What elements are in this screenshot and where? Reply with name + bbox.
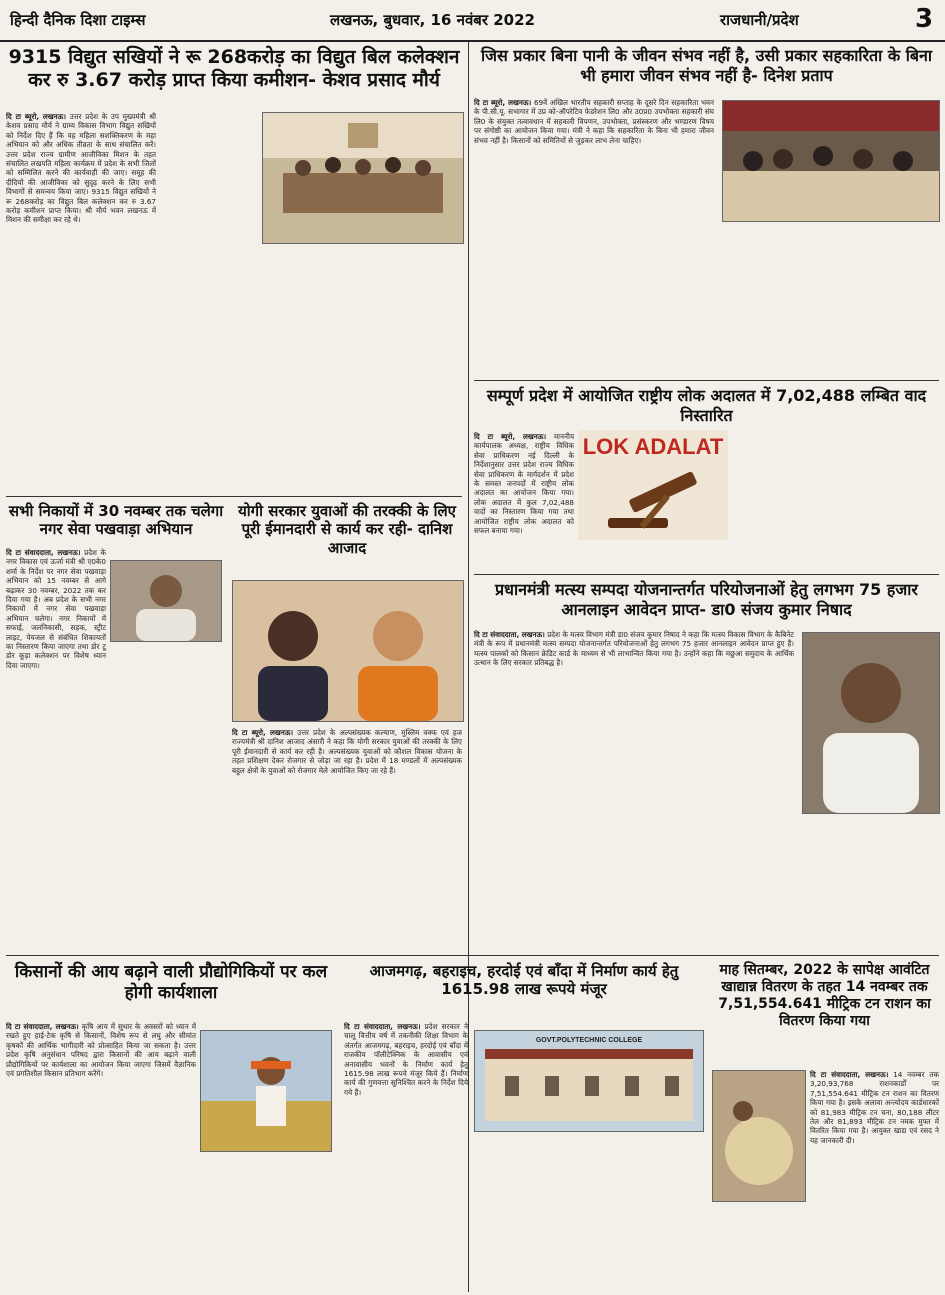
lokadalat-body-left xyxy=(474,432,574,572)
rule-lokadalat xyxy=(474,574,939,575)
grain-distribution-photo xyxy=(712,1070,806,1202)
ration-byline: दि टा संवाददाता, लखनऊ। xyxy=(810,1070,889,1079)
nagarseva-text: प्रदेश के नगर विकास एवं ऊर्जा मंत्री श्री ए0के0 शर्मा के निर्देश पर नगर सेवा पखवाड़ा अभियान को 15 नवम्बर से आगे बढ़ाकर 30 नवम्बर, 2022 तक कर दिया गया है। अब प्रदेश के सभी नगर निकायों में नगर सेवा पखवाड़ा अभियान चलेगा। नगर निकायों में सफाई, जलनिकासी, सड़क, स्ट्रीट लाइट, पेयजल से संबंधित शिकायतों का निस्तारण किया जाएगा तथा डोर टू डोर कूड़ा कलेक्शन पर विशेष ध्यान दिया जाएगा। xyxy=(6,548,106,670)
lokadalat-text: माननीय कार्यपालक अध्यक्ष, राष्ट्रीय विधिक सेवा प्राधिकरण नई दिल्ली के निर्देशानुसार उत्तर प्रदेश राज्य विधिक सेवा प्राधिकरण के मार्गदर्शन में प्रदेश के समस्त जनपदों में राष्ट्रीय लोक अदालत का आयोजन किया गया। लोक अदालत में कुल 7,02,488 वादों का निस्तारण किया गया तथा आयोजित राष्ट्रीय लोक अदालत को सफल बनाया गया। xyxy=(474,432,574,536)
nagarseva-body xyxy=(6,548,226,948)
water-byline: दि टा ब्यूरो, लखनऊ। xyxy=(474,98,532,107)
danish-yogi-photo xyxy=(232,580,464,722)
agritech-text: कृषि आय में सुधार के अवसरों को ध्यान में रखते हुए हाई-टेक कृषि से किसानों, विशेष रूप से लघु और सीमांत कृषकों की आर्थिक भागीदारी को प्रोत्साहित किया जा सकता है। उत्तर प्रदेश कृषि अनुसंधान परिषद द्वारा किसानों की आय बढ़ाने वाली प्रौद्योगिकियों पर कार्यशाला का आयोजन किया जाएगा जिसमें वैज्ञानिक एवं प्रगतिशील किसान प्रतिभाग करेंगे। xyxy=(6,1022,196,1079)
electricity-body xyxy=(6,112,156,492)
section-name: राजधानी/प्रदेश xyxy=(720,11,799,29)
nagarseva-byline: दि टा संवाददाता, लखनऊ। xyxy=(6,548,81,557)
lokadalat-image-text: LOK ADALAT xyxy=(582,434,724,459)
cooperative-photo xyxy=(722,100,940,222)
gavel-photo xyxy=(578,430,728,540)
farmer-photo xyxy=(200,1030,332,1152)
yogi-byline: दि टा ब्यूरो, लखनऊ। xyxy=(232,728,294,737)
ration-body xyxy=(810,1070,939,1290)
fisheries-byline: दि टा संवाददाता, लखनऊ। xyxy=(474,630,545,639)
construction-headline: आजमगढ़, बहराइच, हरदोई एवं बाँदा में निर्माण कार्य हेतु 1615.98 लाख रूपये मंजूर xyxy=(369,962,679,999)
construction-body xyxy=(344,1022,468,1290)
rule-bottom xyxy=(6,955,939,956)
page-number: 3 xyxy=(914,4,934,34)
water-body xyxy=(474,98,714,378)
rule-water xyxy=(474,380,939,381)
construction-image-text: GOVT.POLYTECHNIC COLLEGE xyxy=(535,1037,643,1044)
agritech-body xyxy=(6,1022,196,1290)
dateline: लखनऊ, बुधवार, 16 नवंबर 2022 xyxy=(330,11,535,29)
lokadalat-headline: सम्पूर्ण प्रदेश में आयोजित राष्ट्रीय लोक अदालत में 7,02,488 लम्बित वाद निस्तारित xyxy=(486,386,927,425)
masthead xyxy=(0,0,945,42)
yogi-headline: योगी सरकार युवाओं की तरक्की के लिए पूरी ईमानदारी से कार्य कर रही- दानिश आजाद xyxy=(238,502,456,557)
agritech-headline: किसानों की आय बढ़ाने वाली प्रौद्योगिकियों पर कल होगी कार्यशाला xyxy=(14,962,328,1003)
construction-byline: दि टा संवाददाता, लखनऊ। xyxy=(344,1022,421,1031)
fisheries-text: प्रदेश के मत्स्य विभाग मंत्री डा0 संजय कुमार निषाद ने कहा कि मत्स्य विकास विभाग के कैबिनेट मंत्री के रूप में प्रधानमंत्री मत्स्य सम्पदा योजनान्तर्गत परियोजनाओं हेतु लगभग 75 हजार आनलाइन आवेदन प्राप्त हुए हैं। मत्स्य पालकों को किसान क्रेडिट कार्ड के माध्यम से भी लाभान्वित किया गया है। उन्होंने कहा कि मछुआ समुदाय के आर्थिक उत्थान के लिए सरकार प्रतिबद्ध है। xyxy=(474,630,794,668)
ration-text: 14 नवम्बर तक 3,20,93,768 राशनकार्डों पर 7,51,554.641 मीट्रिक टन राशन का वितरण किया गया है। इसके अलावा अन्त्योदय कार्डधारकों को 81,983 मीट्रिक टन चना, 80,188 लीटर तेल और 81,893 मीट्रिक टन नमक मुफ्त में वितरित किया गया है। आयुक्त खाद्य एवं रसद ने यह जानकारी दी। xyxy=(810,1070,939,1145)
rule-electricity xyxy=(6,496,462,497)
paper-name: हिन्दी दैनिक दिशा टाइम्स xyxy=(10,11,146,29)
electricity-headline: 9315 विद्युत सखियों ने रू 268करोड़ का विद्युत बिल कलेक्शन कर रु 3.67 करोड़ प्राप्त किया कमीशन- केशव प्रसाद मौर्य xyxy=(8,46,460,92)
center-rule xyxy=(468,42,469,1292)
sanjay-nishad-photo xyxy=(802,632,940,814)
fisheries-headline: प्रधानमंत्री मत्स्य सम्पदा योजनान्तर्गत परियोजनाओं हेतु लगभग 75 हजार आनलाइन आवेदन प्राप्त- डा0 संजय कुमार निषाद xyxy=(495,580,918,619)
fisheries-body xyxy=(474,630,794,960)
polytechnic-building-photo xyxy=(474,1030,704,1132)
yogi-body xyxy=(232,728,462,948)
agritech-byline: दि टा संवाददाता, लखनऊ। xyxy=(6,1022,79,1031)
ration-headline: माह सितम्बर, 2022 के सापेक्ष आवंटित खाद्यान्न वितरण के तहत 14 नवम्बर तक 7,51,554.641 मीट्रिक टन राशन का वितरण किया गया xyxy=(718,962,931,1030)
nagarseva-headline: सभी निकायों में 30 नवम्बर तक चलेगा नगर सेवा पखवाड़ा अभियान xyxy=(8,502,224,539)
yogi-text: उत्तर प्रदेश के अल्पसंख्यक कल्याण, मुस्लिम वक्फ एवं हज राज्यमंत्री श्री दानिश आजाद अंसारी ने कहा कि योगी सरकार युवाओं की तरक्की के लिए पूरी ईमानदारी से कार्य कर रही है। अल्पसंख्यक युवाओं को कौशल विकास योजना के तहत प्रशिक्षण देकर रोजगार से जोड़ा जा रहा है। प्रदेश में 18 मण्डलों में अल्पसंख्यक बहुल क्षेत्रों के युवाओं को रोजगार मेले आयोजित किए जा रहे हैं। xyxy=(232,728,462,775)
construction-text: प्रदेश सरकार ने चालू वित्तीय वर्ष में तकनीकी शिक्षा विभाग के अंतर्गत आजमगढ़, बहराइच, हरदोई एवं बाँदा में राजकीय पॉलीटेक्निक के आवासीय एवं अनावासीय भवनों के निर्माण कार्य हेतु 1615.98 लाख रूपये मंजूर किये हैं। निर्माण कार्य की गुणवत्ता सुनिश्चित करने के निर्देश दिये गये हैं। xyxy=(344,1022,468,1097)
water-headline: जिस प्रकार बिना पानी के जीवन संभव नहीं है, उसी प्रकार सहकारिता के बिना भी हमारा जीवन संभव नहीं है- दिनेश प्रताप xyxy=(480,46,933,85)
electricity-byline: दि टा ब्यूरो, लखनऊ। xyxy=(6,112,67,121)
water-text: 69वें अखिल भारतीय सहकारी सप्ताह के दूसरे दिन सहकारिता भवन के पी.सी.यू. सभागार में उप्र को-ऑपरेटिव फेडरेशन लि0 और उ0प्र0 उपभोक्ता सहकारी संघ लि0 के संयुक्त तत्वावधान में सहकारी विपणन, उपभोक्ता, प्रसंस्करण और भण्डारण विषय पर संगोष्ठी का आयोजन किया गया। मंत्री ने कहा कि सहकारिता के बिना भी हमारा जीवन संभव नहीं है। किसानों को समितियों से जुड़कर लाभ लेना चाहिए। xyxy=(474,98,714,145)
meeting-photo xyxy=(262,112,464,244)
lokadalat-byline: दि टा ब्यूरो, लखनऊ। xyxy=(474,432,547,441)
electricity-text: उत्तर प्रदेश के उप मुख्यमंत्री श्री केशव प्रसाद मौर्य ने ग्राम्य विकास विभाग विद्युत सखियों को निर्देश दिए हैं कि वह महिला सशक्तिकरण के महा अभियान को और अधिक तीव्रता के साथ संचालित करें। उत्तर प्रदेश राज्य ग्रामीण आजीविका मिशन के तहत संचालित लखपति महिला कार्यक्रम में प्रदेश के सभी जिलों को सम्मिलित करने की कार्यवाही की जाए। समूह की दीदियों की आजीविका को सुदृढ़ करने के लिए सभी विभागों से समन्वय किया जाए। 9315 विद्युत सखियों ने रू 268करोड़ का विद्युत बिल कलेक्शन कर रु 3.67 करोड़ कमीशन प्राप्त किया। श्री मौर्य भवन लखनऊ में मिशन की समीक्षा कर रहे थे। xyxy=(6,112,156,225)
